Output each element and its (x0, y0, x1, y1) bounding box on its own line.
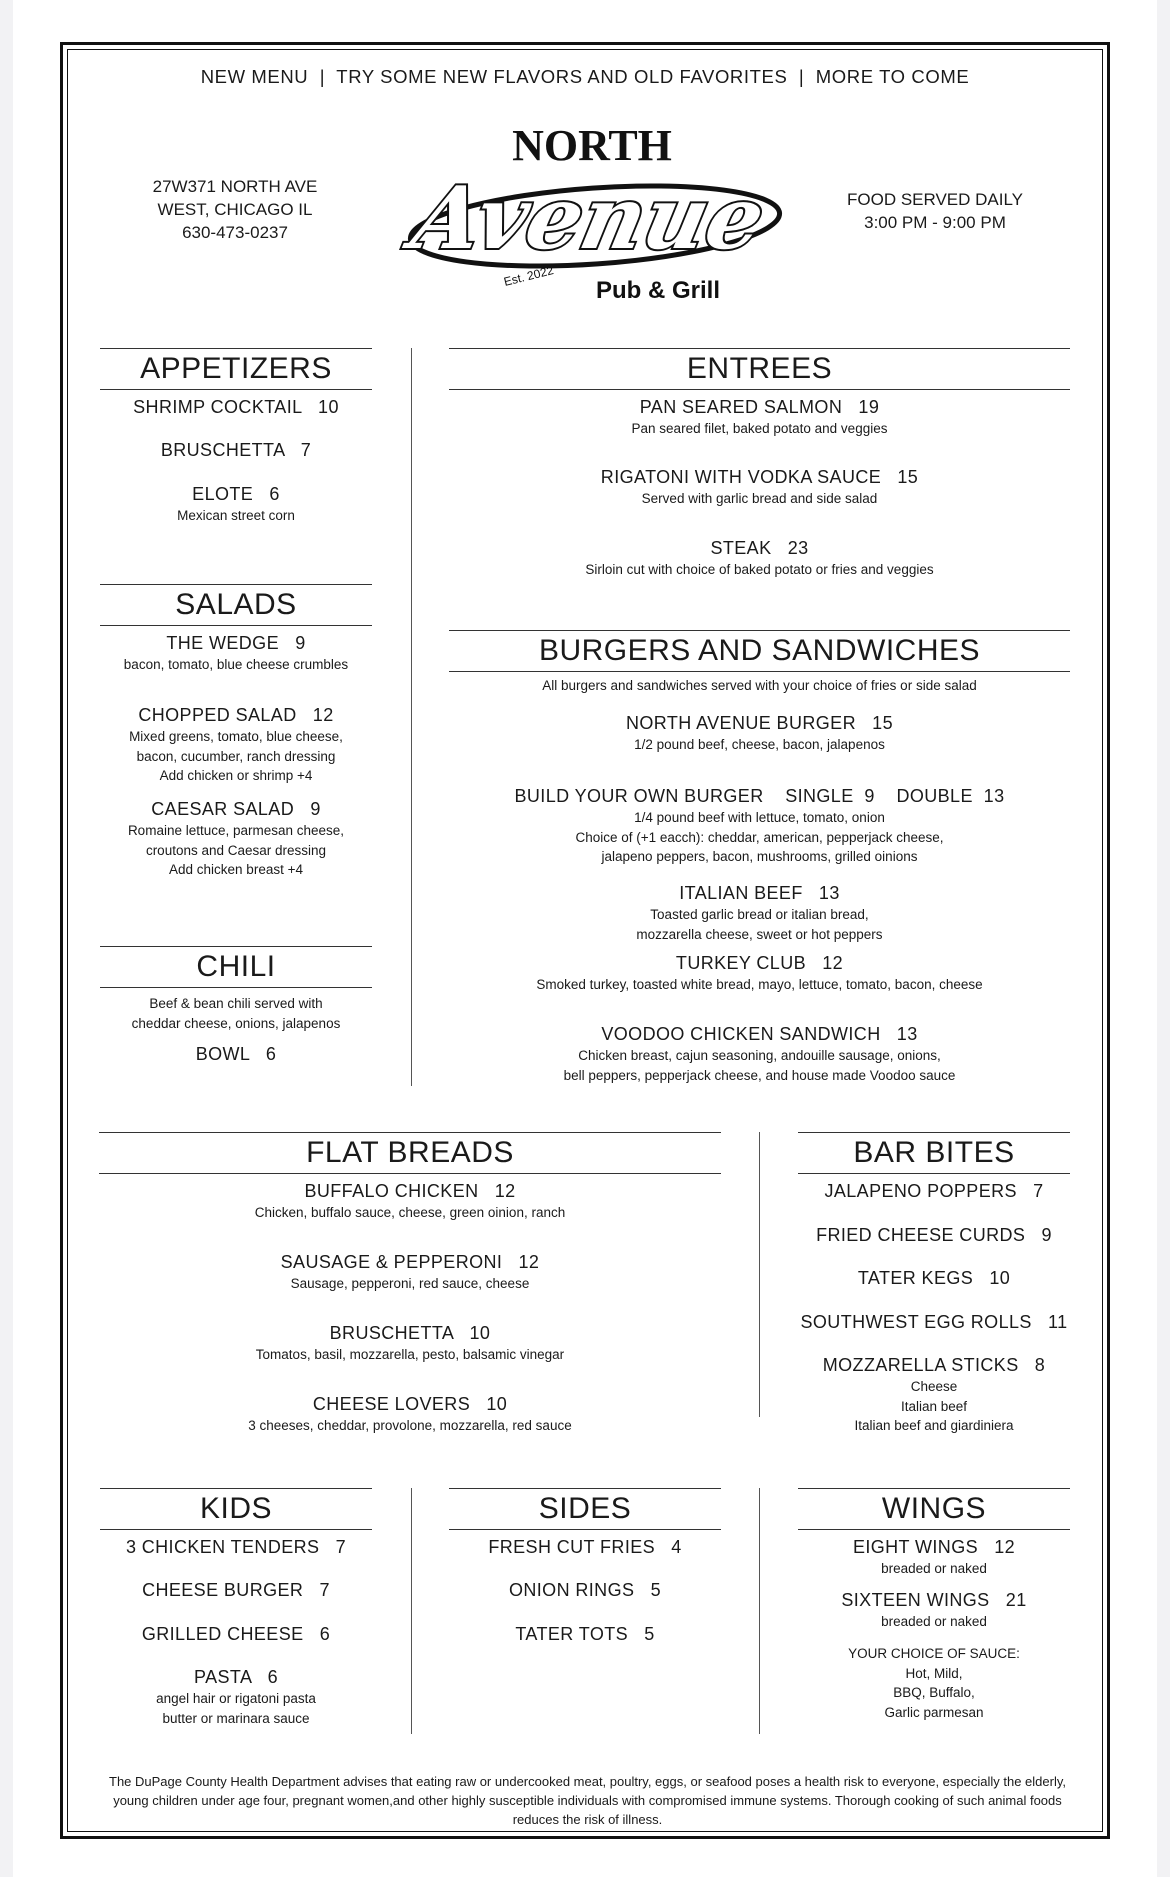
item-name: ONION RINGS 5 (508, 1580, 662, 1600)
menu-item (449, 466, 1070, 509)
section-title: WINGS (798, 1488, 1070, 1530)
section-title: ENTREES (449, 348, 1070, 390)
item-name: TURKEY CLUB 12 (675, 953, 844, 973)
hours-time: 3:00 PM - 9:00 PM (864, 213, 1006, 232)
appetizers-section (100, 348, 372, 548)
sauce-option: Garlic parmesan (884, 1704, 984, 1720)
menu-item (100, 1043, 372, 1066)
item-name: SOUTHWEST EGG ROLLS 11 (800, 1312, 1068, 1332)
chili-description (100, 994, 372, 1033)
menu-item (100, 1623, 372, 1646)
sides-section (449, 1488, 721, 1688)
menu-item (798, 1311, 1070, 1334)
phone-number: 630-473-0237 (182, 223, 288, 242)
item-name: NORTH AVENUE BURGER 15 (626, 713, 893, 733)
address-line: 27W371 NORTH AVE (152, 177, 318, 196)
section-title: FLAT BREADS (99, 1132, 721, 1174)
item-description: bacon, cucumber, ranch dressing (136, 748, 336, 764)
section-title: CHILI (100, 946, 372, 988)
column-divider (411, 348, 412, 1086)
burgers-section (449, 630, 1070, 1090)
item-description: Chicken breast, cajun seasoning, andouille sausage, onions, (578, 1048, 941, 1063)
item-name: BUILD YOUR OWN BURGER SINGLE 9 DOUBLE 13 (514, 786, 1005, 806)
menu-item (449, 1536, 721, 1559)
item-name: PASTA 6 (194, 1667, 278, 1687)
item-description: butter or marinara sauce (162, 1710, 310, 1726)
item-option: Italian beef and giardiniera (854, 1418, 1014, 1433)
salads-section (100, 584, 372, 884)
sauce-heading: YOUR CHOICE OF SAUCE: (848, 1646, 1020, 1661)
menu-item (100, 1666, 372, 1728)
header-tagline: NEW MENU | TRY SOME NEW FLAVORS AND OLD FAVORITES | MORE TO COME (200, 66, 970, 87)
item-option: Cheese (910, 1379, 958, 1394)
chili-section (100, 946, 372, 1076)
item-description: 1/2 pound beef, cheese, bacon, jalapenos (634, 737, 885, 752)
item-description: Choice of (+1 eacch): cheddar, american, pepperjack cheese, (575, 829, 944, 845)
item-name: BRUSCHETTA 7 (160, 440, 312, 460)
item-name: 3 CHICKEN TENDERS 7 (125, 1537, 347, 1557)
menu-item (798, 1589, 1070, 1632)
item-description: bell peppers, pepperjack cheese, and house made Voodoo sauce (563, 1067, 956, 1083)
item-description: bacon, tomato, blue cheese crumbles (123, 657, 349, 672)
section-title: KIDS (100, 1488, 372, 1530)
menu-item (100, 704, 372, 786)
item-description: breaded or naked (881, 1561, 987, 1576)
item-name: THE WEDGE 9 (166, 633, 306, 653)
item-name: GRILLED CHEESE 6 (141, 1624, 331, 1644)
item-name: EIGHT WINGS 12 (852, 1537, 1016, 1557)
menu-item (449, 396, 1070, 439)
kids-section (100, 1488, 372, 1738)
column-divider (759, 1488, 760, 1734)
item-name: STEAK 23 (710, 538, 809, 558)
logo-pub-and-grill: Pub & Grill (595, 277, 721, 304)
menu-item (100, 632, 372, 675)
menu-item (100, 439, 372, 462)
item-description: 3 cheeses, cheddar, provolone, mozzarella, red sauce (248, 1418, 572, 1433)
menu-item (99, 1322, 721, 1365)
item-name: BRUSCHETTA 10 (329, 1323, 491, 1343)
menu-item (449, 537, 1070, 580)
item-name: TATER TOTS 5 (515, 1624, 655, 1644)
item-name: ITALIAN BEEF 13 (679, 883, 840, 903)
item-description: mozzarella cheese, sweet or hot peppers (636, 926, 883, 942)
menu-item (449, 882, 1070, 944)
item-description: Pan seared filet, baked potato and veggies (631, 421, 888, 436)
item-description: Mixed greens, tomato, blue cheese, (129, 729, 343, 744)
section-title: SIDES (449, 1488, 721, 1530)
item-name: FRESH CUT FRIES 4 (488, 1537, 682, 1557)
item-description: Toasted garlic bread or italian bread, (650, 907, 869, 922)
menu-item (100, 798, 372, 880)
section-title: APPETIZERS (100, 348, 372, 390)
item-name: SIXTEEN WINGS 21 (841, 1590, 1027, 1610)
item-name: CAESAR SALAD 9 (151, 799, 321, 819)
logo-established: Est. 2022 (502, 263, 555, 289)
item-description: Sausage, pepperoni, red sauce, cheese (290, 1276, 530, 1291)
menu-item (99, 1180, 721, 1223)
item-name: SHRIMP COCKTAIL 10 (133, 397, 339, 417)
item-name: VOODOO CHICKEN SANDWICH 13 (601, 1024, 918, 1044)
item-name: ELOTE 6 (192, 484, 280, 504)
item-description: Beef & bean chili served with (149, 996, 323, 1011)
menu-item (100, 396, 372, 419)
item-name: JALAPENO POPPERS 7 (824, 1181, 1044, 1201)
menu-item (99, 1251, 721, 1294)
item-description: cheddar cheese, onions, jalapenos (131, 1015, 341, 1031)
item-description: breaded or naked (881, 1614, 987, 1629)
menu-item (449, 785, 1070, 867)
item-description: jalapeno peppers, bacon, mushrooms, grilled oinions (601, 849, 918, 864)
item-name: PAN SEARED SALMON 19 (639, 397, 880, 417)
item-description: Tomatos, basil, mozzarella, pesto, balsamic vinegar (255, 1347, 565, 1362)
column-divider (759, 1132, 760, 1417)
logo-north: NORTH (512, 121, 672, 170)
menu-item (449, 1023, 1070, 1085)
menu-item (100, 1536, 372, 1559)
entrees-section (449, 348, 1070, 588)
item-description: croutons and Caesar dressing (145, 842, 327, 858)
address-line: WEST, CHICAGO IL (157, 200, 313, 219)
menu-item (798, 1224, 1070, 1247)
item-name: FRIED CHEESE CURDS 9 (816, 1225, 1052, 1245)
section-title: BAR BITES (798, 1132, 1070, 1174)
item-option: Italian beef (900, 1398, 968, 1414)
item-description: 1/4 pound beef with lettuce, tomato, onion (634, 810, 885, 825)
item-description: Smoked turkey, toasted white bread, mayo, lettuce, tomato, bacon, cheese (536, 977, 983, 992)
section-title: BURGERS AND SANDWICHES (449, 630, 1070, 672)
item-name: MOZZARELLA STICKS 8 (822, 1355, 1046, 1375)
item-description: angel hair or rigatoni pasta (156, 1691, 316, 1706)
menu-item (798, 1354, 1070, 1436)
item-description: Sirloin cut with choice of baked potato or fries and veggies (585, 562, 934, 577)
section-note (449, 676, 1070, 696)
item-description: Chicken, buffalo sauce, cheese, green oinion, ranch (254, 1205, 566, 1220)
item-description: Served with garlic bread and side salad (641, 491, 878, 506)
sauce-option: BBQ, Buffalo, (893, 1685, 975, 1700)
item-name: SAUSAGE & PEPPERONI 12 (280, 1252, 540, 1272)
item-name: CHOPPED SALAD 12 (138, 705, 334, 725)
menu-item (449, 952, 1070, 995)
item-name: TATER KEGS 10 (857, 1268, 1011, 1288)
item-addon: Add chicken breast +4 (169, 862, 303, 877)
item-name: CHEESE LOVERS 10 (312, 1394, 508, 1414)
item-addon: Add chicken or shrimp +4 (159, 768, 313, 783)
menu-item (99, 1393, 721, 1436)
sauce-option: Hot, Mild, (905, 1665, 963, 1681)
restaurant-address (130, 175, 340, 244)
flatbreads-section (99, 1132, 721, 1452)
menu-item (798, 1267, 1070, 1290)
item-description: Mexican street corn (177, 508, 295, 523)
health-disclaimer: The DuPage County Health Department advises that eating raw or undercooked meat, poultry, eggs, or seafood poses a health risk to everyone, especially the elderly, young children under age four, pregnant women,and other highly susceptible individuals with compromised immune systems. Thorough cooking of such animal foods reduces the risk of illness. (109, 1774, 1066, 1827)
column-divider (411, 1488, 412, 1734)
item-description: All burgers and sandwiches served with your choice of fries or side salad (542, 678, 977, 693)
restaurant-logo (380, 118, 800, 318)
hours-label: FOOD SERVED DAILY (846, 190, 1024, 209)
item-name: BOWL 6 (195, 1044, 277, 1064)
item-name: BUFFALO CHICKEN 12 (304, 1181, 516, 1201)
logo-script: Avenue (404, 166, 774, 269)
menu-item (798, 1180, 1070, 1203)
menu-item (449, 1579, 721, 1602)
menu-item (449, 712, 1070, 755)
item-name: CHEESE BURGER 7 (142, 1580, 330, 1600)
menu-item (449, 1623, 721, 1646)
section-title: SALADS (100, 584, 372, 626)
menu-item (100, 1579, 372, 1602)
item-description: Romaine lettuce, parmesan cheese, (127, 823, 345, 838)
menu-item (100, 483, 372, 526)
sauce-options (798, 1644, 1070, 1722)
service-hours (830, 188, 1040, 234)
item-name: RIGATONI WITH VODKA SAUCE 15 (600, 467, 919, 487)
barbites-section (798, 1132, 1070, 1452)
menu-item (798, 1536, 1070, 1579)
wings-section (798, 1488, 1070, 1738)
